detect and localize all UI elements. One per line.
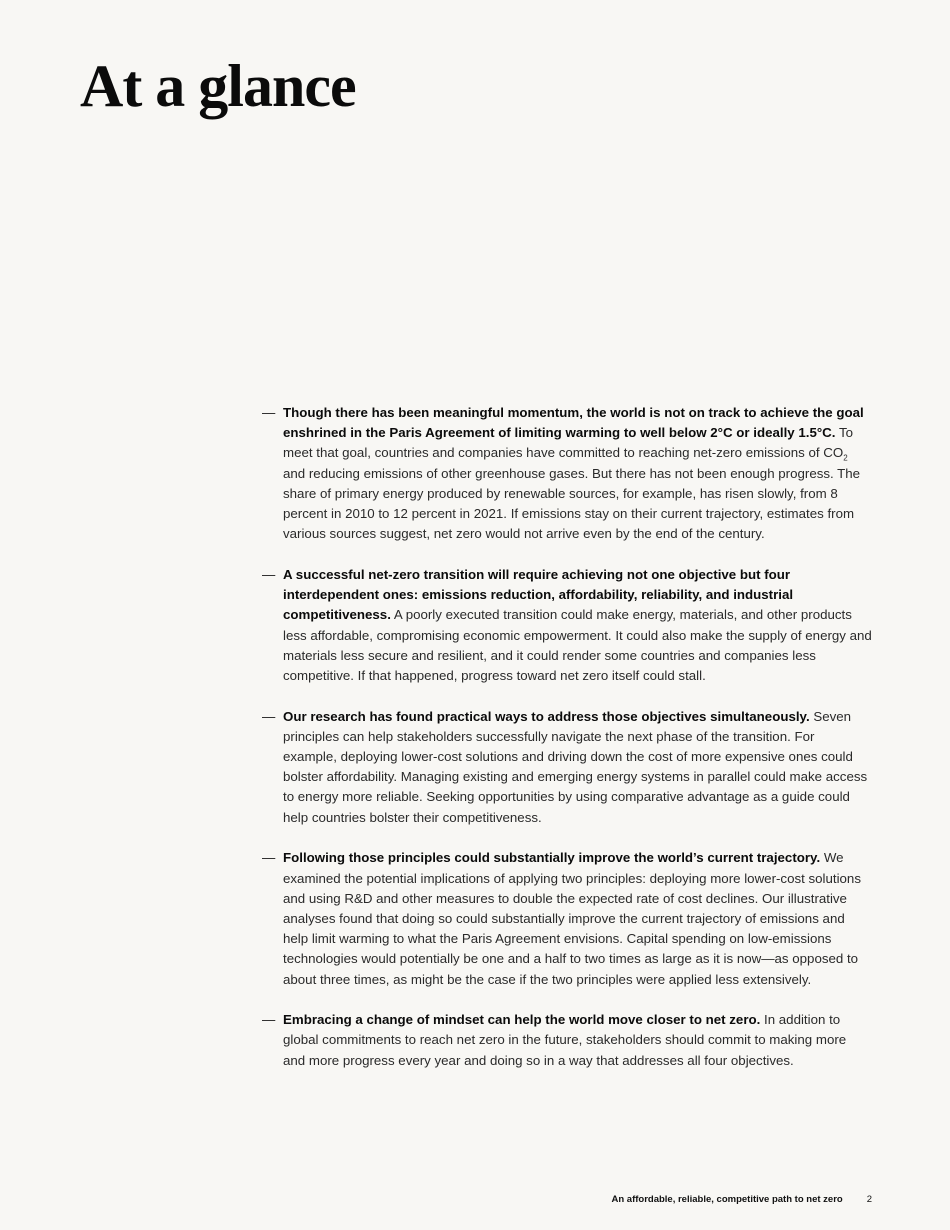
page-footer — [611, 1193, 872, 1207]
dash-marker: — — [262, 566, 276, 582]
dash-marker: — — [262, 850, 276, 866]
dash-marker: — — [262, 708, 276, 724]
key-findings-list — [262, 403, 872, 1091]
footer-report-title: An affordable, reliable, competitive path to net zero — [611, 1194, 843, 1205]
bullet-body-text: Seven principles can help stakeholders successfully navigate the next phase of the transition. For example, deploying lower-cost solutions and driving down the cost of more expensive ones could bolster affordability. Managing existing and emerging energy systems in parallel could make access to energy more reliable. Seeking opportunities by using comparative advantage as a guide could help countries bolster their competitiveness. — [283, 708, 868, 825]
list-item — [262, 848, 872, 989]
bullet-lead-text: Following those principles could substantially improve the world’s current trajectory. — [283, 850, 821, 866]
bullet-body-text: In addition to global commitments to reach net zero in the future, stakeholders should commit to making more and more progress every year and doing so in a way that addresses all four objectives. — [283, 1012, 847, 1068]
list-item — [262, 707, 872, 828]
dash-marker: — — [262, 405, 276, 420]
bullet-body-text: and reducing emissions of other greenhouse gases. But there has not been enough progress. The share of primary energy produced by renewable sources, for example, has risen slowly, from 8 percent in 2010 to 12 percent in 2021. If emissions stay on their current trajectory, estimates from various sources suggest, net zero would not arrive even by the end of the century. — [283, 465, 861, 542]
bullet-lead-text: Embracing a change of mindset can help the world move closer to net zero. — [283, 1012, 761, 1028]
bullet-lead-text: Though there has been meaningful momentum, the world is not on track to achieve the goal enshrined in the Paris Agreement of limiting warming to well below 2°C or ideally 1.5°C. — [283, 405, 864, 441]
subscript-text: 2 — [843, 454, 848, 464]
bullet-lead-text: A successful net-zero transition will require achieving not one objective but four interdependent ones: emissions reduction, affordability, reliability, and industrial competitiveness. — [283, 566, 794, 623]
page-title: At a glance — [80, 53, 356, 119]
list-item — [262, 1010, 872, 1071]
bullet-lead-text: Our research has found practical ways to address those objectives simultaneously. — [283, 708, 810, 724]
list-item — [262, 565, 872, 686]
dash-marker: — — [262, 1012, 276, 1028]
list-item — [262, 403, 872, 544]
bullet-body-text: To meet that goal, countries and companies have committed to reaching net-zero emissions of CO — [283, 425, 853, 461]
bullet-body-text: We examined the potential implications of applying two principles: deploying more lower-cost solutions and using R&D and other measures to double the expected rate of cost declines. Our illustrative analyses found that doing so could substantially improve the current trajectory of emissions and help limit warming to what the Paris Agreement envisions. Capital spending on low-emissions technologies would potentially be one and a half to two times as large as it is now—as opposed to about three times, as might be the case if the two principles were applied less extensively. — [283, 850, 861, 987]
bullet-body-text: A poorly executed transition could make energy, materials, and other products less affordable, compromising economic empowerment. It could also make the supply of energy and materials less secure and resilient, and it could render some countries and companies less competitive. If that happened, progress toward net zero itself could stall. — [283, 607, 872, 683]
page-number: 2 — [866, 1194, 872, 1205]
